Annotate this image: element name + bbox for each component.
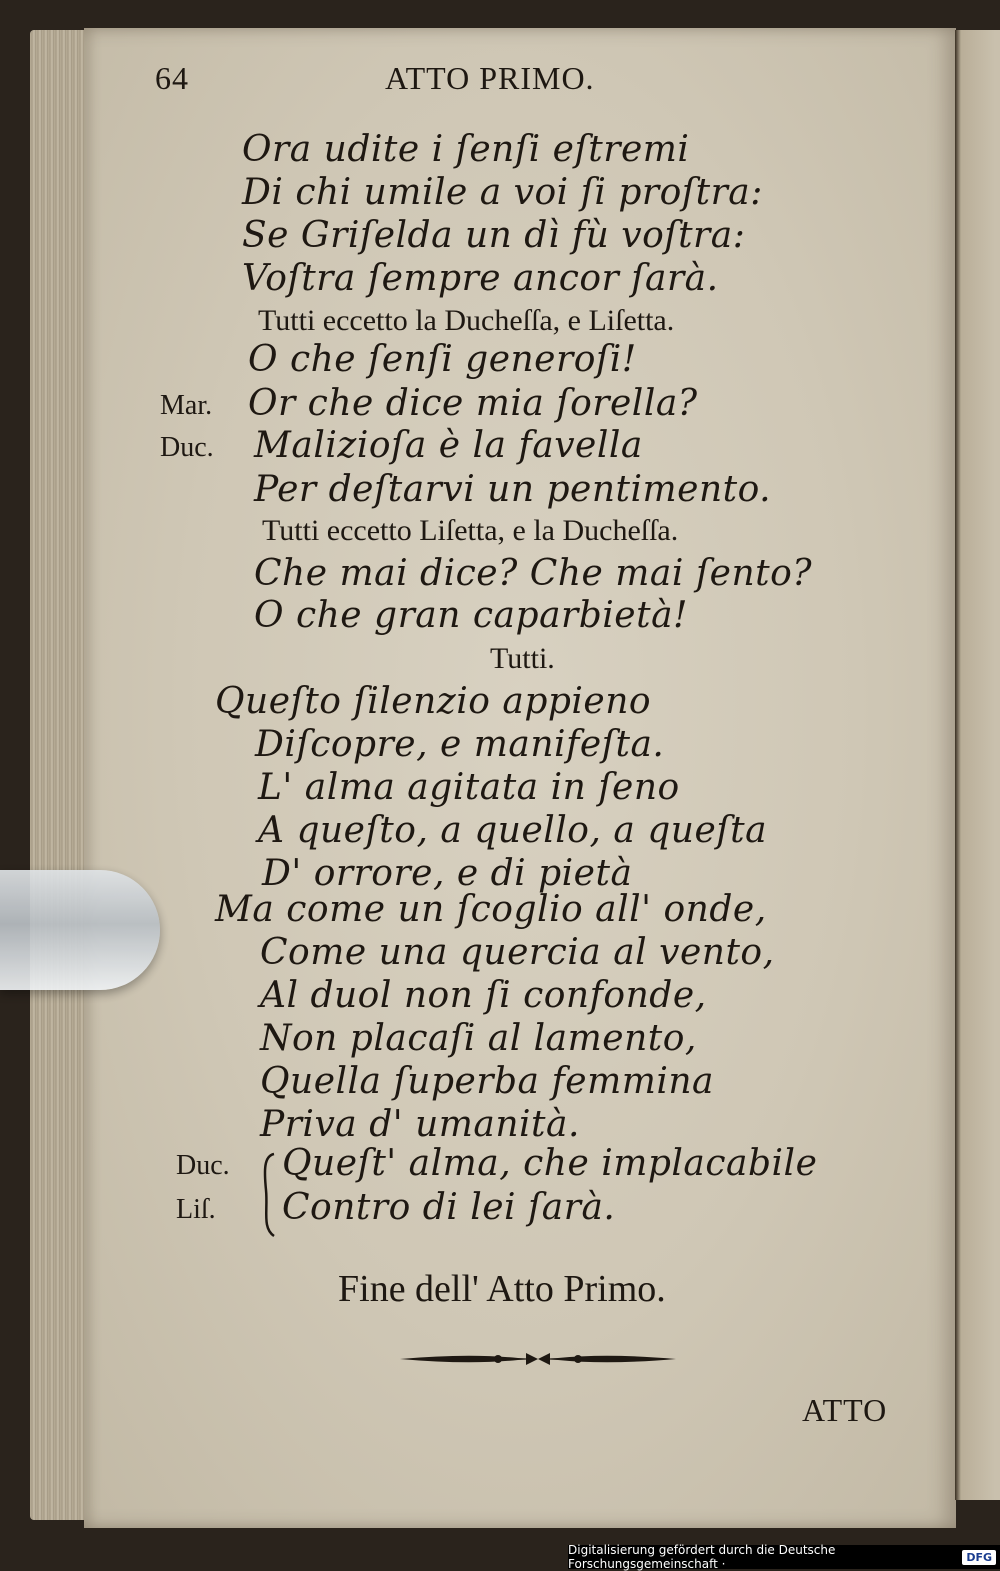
speaker-label: Mar. <box>160 390 213 421</box>
facing-page-edge <box>955 30 1000 1500</box>
verse-line: Diſcopre, e manifeſta. <box>255 724 665 765</box>
verse-line: Queſt' alma, che implacabile <box>282 1143 818 1184</box>
verse-line: Malizioſa è la favella <box>254 425 643 466</box>
stage-direction: Tutti eccetto la Ducheſſa, e Liſetta. <box>258 304 675 337</box>
verse-line: Ma come un ſcoglio all' onde, <box>215 889 767 930</box>
catchword: ATTO <box>802 1392 888 1428</box>
verse-line: Non placaſi al lamento, <box>260 1018 697 1059</box>
verse-line: D' orrore, e di pietà <box>262 853 633 894</box>
verse-line: A queſto, a quello, a queſta <box>258 810 768 851</box>
verse-line: Al duol non ſi confonde, <box>260 975 707 1016</box>
verse-line: Quella ſuperba femmina <box>260 1061 715 1102</box>
verse-line: Per deſtarvi un pentimento. <box>254 469 772 510</box>
verse-line: O che ſenſi generoſi! <box>248 339 637 380</box>
verse-line: Priva d' umanità. <box>260 1104 580 1145</box>
verse-line: Voſtra ſempre ancor ſarà. <box>242 258 719 299</box>
speaker-label: Duc. <box>176 1150 230 1181</box>
page-number: 64 <box>155 60 189 96</box>
page-clip <box>0 870 160 990</box>
running-title: ATTO PRIMO. <box>385 60 595 96</box>
speaker-label: Liſ. <box>176 1194 216 1225</box>
speaker-label: Duc. <box>160 432 214 463</box>
footer-text: Digitalisierung gefördert durch die Deutsche Forschungsgemeinschaft · <box>568 1543 836 1571</box>
chorus-label: Tutti. <box>490 642 555 675</box>
verse-line: Or che dice mia ſorella? <box>248 383 698 424</box>
verse-line: O che gran caparbietà! <box>254 595 688 636</box>
verse-line: Se Griſelda un dì fù voſtra: <box>242 215 746 256</box>
stage-direction: Tutti eccetto Liſetta, e la Ducheſſa. <box>262 514 679 547</box>
verse-line: Queſto ſilenzio appieno <box>215 681 652 722</box>
decorative-ornament <box>398 1347 678 1371</box>
digitization-footer <box>568 1545 1000 1569</box>
verse-line: Ora udite i ſenſi eſtremi <box>242 129 690 170</box>
verse-line: Contro di lei ſarà. <box>282 1187 616 1228</box>
verse-line: L' alma agitata in ſeno <box>258 767 680 808</box>
dfg-logo: DFG <box>962 1550 996 1565</box>
verse-line: Come una quercia al vento, <box>260 932 775 973</box>
book-page-edges <box>30 30 90 1520</box>
verse-line: Di chi umile a voi ſi proſtra: <box>242 172 763 213</box>
end-of-act-heading: Fine dell' Atto Primo. <box>338 1268 666 1310</box>
duet-bracket <box>256 1150 280 1240</box>
verse-line: Che mai dice? Che mai ſento? <box>254 553 813 594</box>
